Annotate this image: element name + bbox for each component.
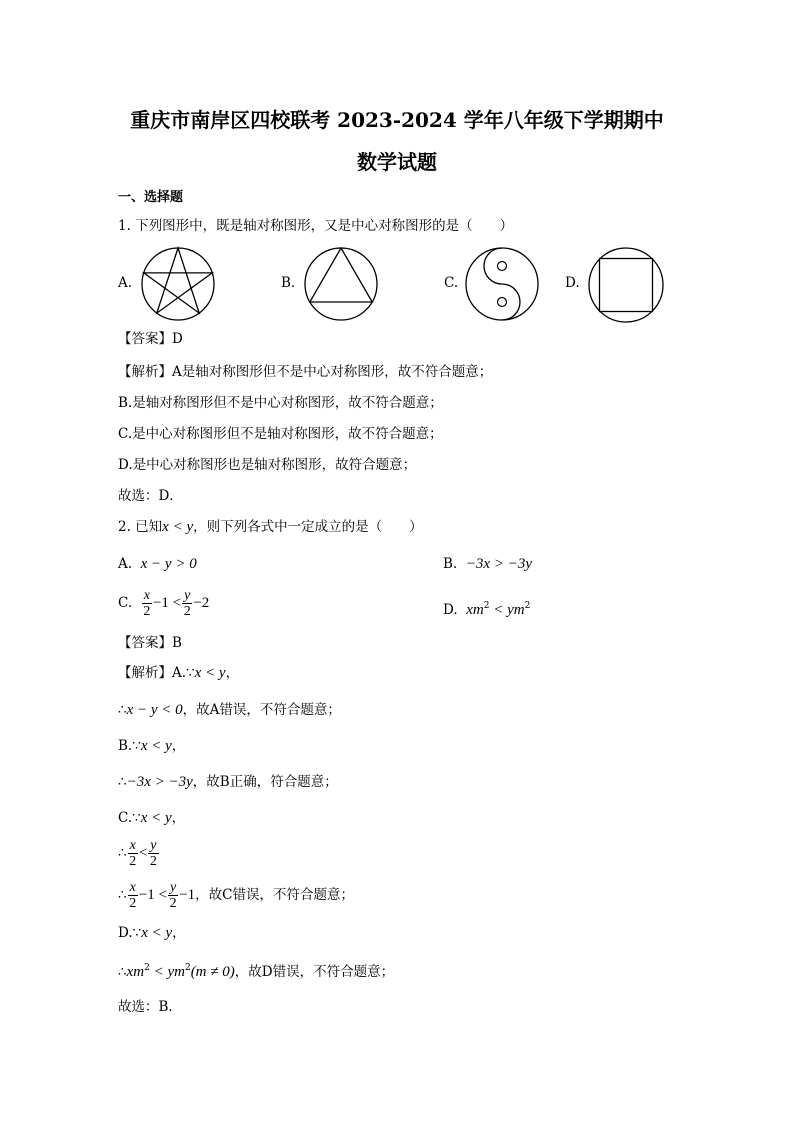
page-title: 重庆市南岸区四校联考 2023-2024 学年八年级下学期期中 — [130, 108, 664, 132]
q2-analysis-c-step: ∴ $\frac{x}{2}$ < $\frac{y}{2}$ — [118, 838, 157, 869]
q2-option-c: C. $\frac{x}{2}$ −1 < $\frac{y}{2}$ −2 — [118, 588, 210, 619]
q2-analysis-d: D.∵x < y， — [118, 925, 186, 941]
fraction: $\frac{y}{2}$ — [169, 880, 177, 911]
square-in-circle-icon — [587, 246, 665, 324]
q2-option-a: A. x − y > 0 — [118, 556, 197, 572]
q2-answer: 【答案】B — [118, 635, 182, 651]
q1-analysis-line-2: B.是轴对称图形但不是中心对称图形，故不符合题意； — [118, 395, 443, 411]
q2-conclusion: 故选：B． — [118, 999, 182, 1015]
fraction: $\frac{y}{2}$ — [149, 838, 157, 869]
triangle-in-circle-icon — [303, 246, 379, 322]
fraction: $\frac{x}{2}$ — [129, 838, 137, 869]
q2-analysis-b-result: ∴−3x > −3y，故B正确，符合题意； — [118, 774, 338, 790]
fraction: $\frac{y}{2}$ — [183, 588, 191, 619]
fraction: $\frac{x}{2}$ — [143, 588, 151, 619]
star-in-circle-icon — [140, 246, 216, 322]
q1-conclusion: 故选：D． — [118, 488, 183, 504]
q1-option-b-label: B. — [281, 275, 296, 291]
section-heading: 一、选择题 — [118, 190, 184, 205]
yin-yang-icon — [464, 246, 540, 322]
q2-analysis-a-result: ∴x − y < 0，故A错误，不符合题意； — [118, 702, 341, 718]
fraction: $\frac{x}{2}$ — [129, 880, 137, 911]
q1-option-a-label: A. — [118, 275, 133, 291]
q1-analysis-line-3: C.是中心对称图形但不是轴对称图形，故不符合题意； — [118, 426, 443, 442]
question-2-stem: 2. 已知x < y，则下列各式中一定成立的是（ ） — [118, 519, 423, 535]
question-1-stem: 1. 下列图形中，既是轴对称图形，又是中心对称图形的是（ ） — [118, 218, 514, 234]
q2-analysis-c: C.∵x < y， — [118, 810, 186, 826]
q1-analysis-line-4: D.是中心对称图形也是轴对称图形，故符合题意； — [118, 457, 417, 473]
q1-option-c-label: C. — [444, 275, 459, 291]
q2-analysis-d-result: $\therefore xm^2 < ym^2(m \ne 0)$，故D错误，不符合题意； — [118, 963, 395, 980]
q1-answer: 【答案】D — [118, 331, 183, 347]
q1-analysis-line-1: 【解析】A是轴对称图形但不是中心对称图形，故不符合题意； — [118, 364, 493, 380]
q2-analysis-c-result: ∴ $\frac{x}{2}$ −1 < $\frac{y}{2}$ −1，故C错误，不符合题意； — [118, 880, 355, 911]
q2-option-d: D. $xm^2 < ym^2$ — [443, 601, 531, 618]
q2-analysis-a: 【解析】A.∵x < y， — [118, 665, 240, 681]
page-subtitle: 数学试题 — [357, 150, 437, 174]
q2-analysis-b: B.∵x < y， — [118, 738, 186, 754]
q2-option-b: B. −3x > −3y — [443, 556, 532, 572]
q1-option-d-label: D. — [565, 275, 580, 291]
